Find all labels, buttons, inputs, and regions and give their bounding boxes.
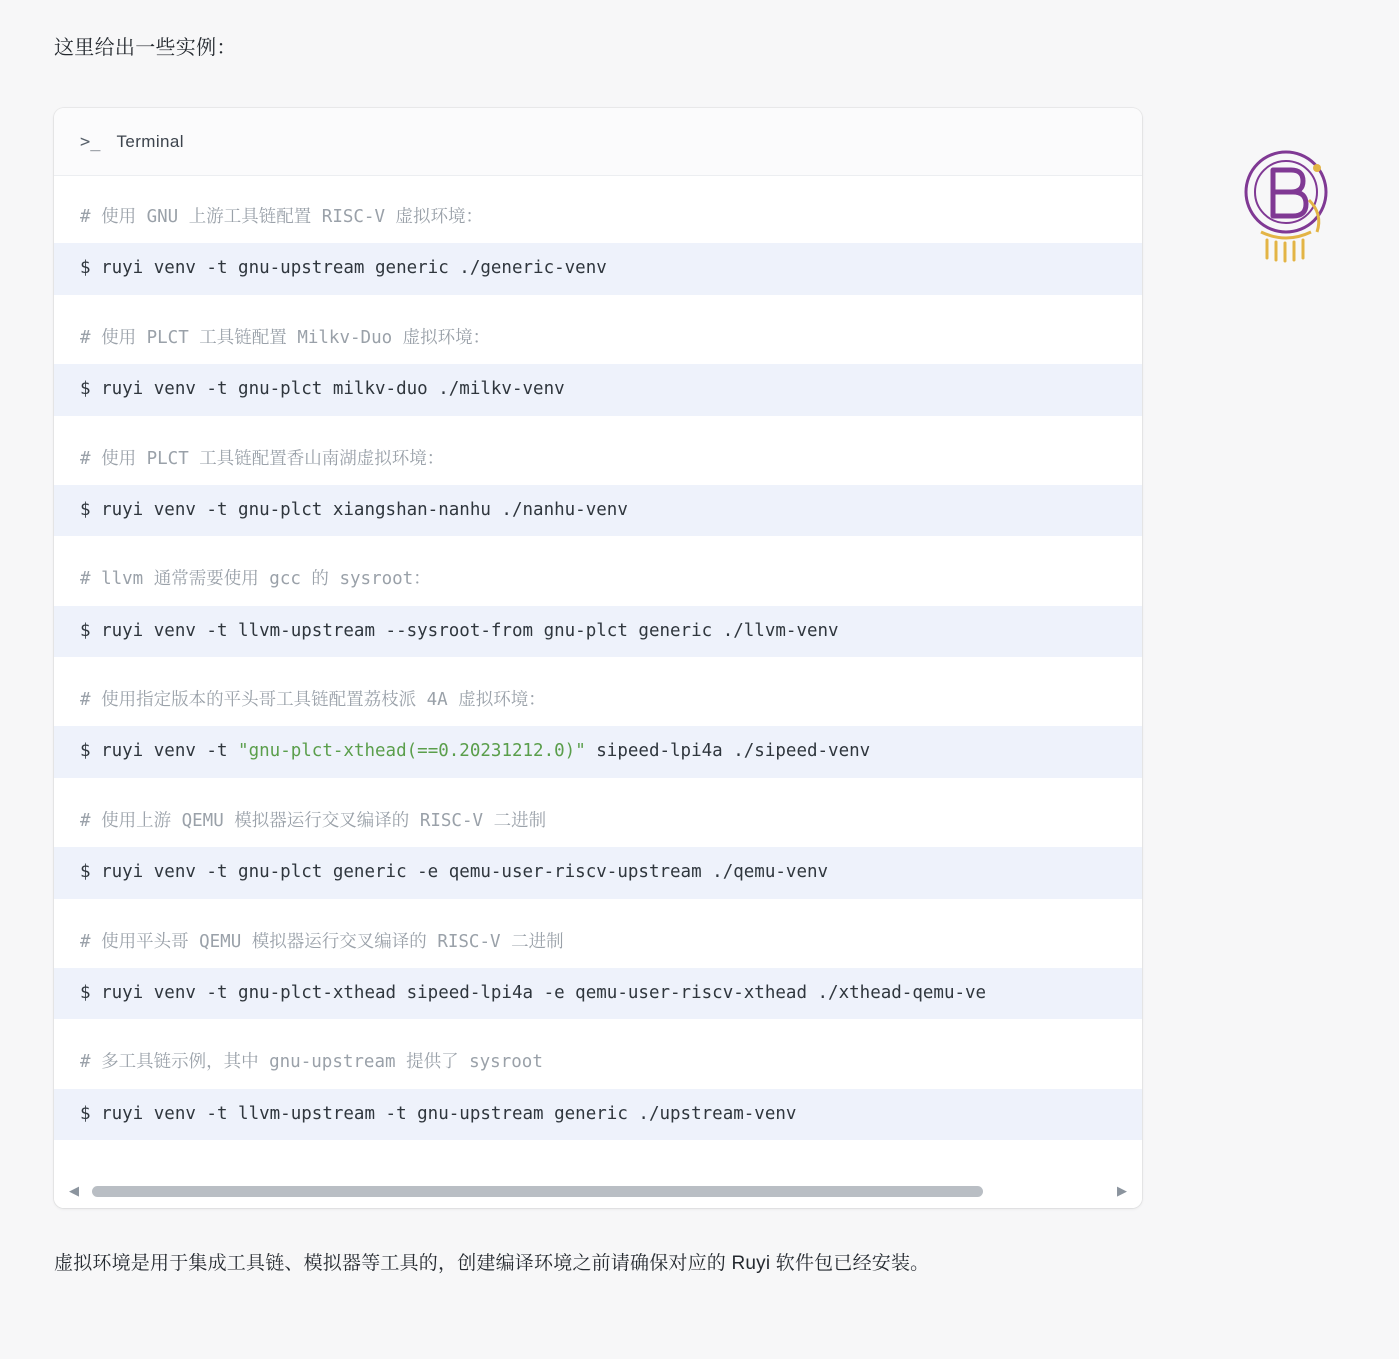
terminal-code-block [54, 108, 1142, 1208]
outro-paragraph: 虚拟环境是用于集成工具链、模拟器等工具的，创建编译环境之前请确保对应的 Ruyi 软件包已经安装。 [54, 1253, 930, 1274]
code-comment-line: # llvm 通常需要使用 gcc 的 sysroot： [54, 554, 1142, 605]
code-spacer [54, 778, 1142, 796]
ruyi-logo-icon [1231, 140, 1341, 270]
code-spacer [54, 416, 1142, 434]
code-command-line: $ ruyi venv -t gnu-plct-xthead sipeed-lpi4a -e qemu-user-riscv-xthead ./xthead-qemu-ve [54, 968, 1142, 1019]
intro-paragraph: 这里给出一些实例： [54, 37, 237, 59]
terminal-body [54, 176, 1142, 1174]
code-command-line: $ ruyi venv -t gnu-plct xiangshan-nanhu ./nanhu-venv [54, 485, 1142, 536]
command-suffix: sipeed-lpi4a ./sipeed-venv [585, 741, 871, 762]
code-spacer [54, 657, 1142, 675]
code-command-line: $ ruyi venv -t llvm-upstream --sysroot-from gnu-plct generic ./llvm-venv [54, 606, 1142, 657]
code-spacer [54, 536, 1142, 554]
code-command-line: $ ruyi venv -t gnu-plct milkv-duo ./milkv-venv [54, 364, 1142, 415]
terminal-title: Terminal [116, 131, 184, 151]
code-comment-line: # 使用平头哥 QEMU 模拟器运行交叉编译的 RISC-V 二进制 [54, 917, 1142, 968]
command-quoted-token: "gnu-plct-xthead(==0.20231212.0)" [238, 741, 586, 762]
terminal-top-gap [54, 176, 1142, 192]
scroll-left-arrow-icon[interactable]: ◀ [69, 1183, 79, 1198]
scroll-right-arrow-icon[interactable]: ▶ [1117, 1183, 1127, 1198]
code-comment-line: # 多工具链示例，其中 gnu-upstream 提供了 sysroot [54, 1037, 1142, 1088]
horizontal-scrollbar[interactable] [54, 1174, 1142, 1208]
code-comment-line: # 使用指定版本的平头哥工具链配置荔枝派 4A 虚拟环境： [54, 675, 1142, 726]
terminal-header [54, 108, 1142, 176]
code-command-line: $ ruyi venv -t gnu-plct generic -e qemu-user-riscv-upstream ./qemu-venv [54, 847, 1142, 898]
command-prefix: $ ruyi venv -t [80, 741, 239, 762]
scrollbar-thumb[interactable] [92, 1186, 983, 1197]
terminal-prompt-icon: >_ [80, 131, 101, 152]
code-comment-line: # 使用上游 QEMU 模拟器运行交叉编译的 RISC-V 二进制 [54, 796, 1142, 847]
code-spacer [54, 295, 1142, 313]
terminal-bottom-gap [54, 1140, 1142, 1174]
scrollbar-track[interactable] [92, 1186, 1104, 1197]
code-comment-line: # 使用 PLCT 工具链配置香山南湖虚拟环境： [54, 434, 1142, 485]
code-comment-line: # 使用 GNU 上游工具链配置 RISC-V 虚拟环境： [54, 192, 1142, 243]
code-command-line-quoted [54, 726, 1142, 777]
code-command-line: $ ruyi venv -t gnu-upstream generic ./generic-venv [54, 243, 1142, 294]
code-command-line: $ ruyi venv -t llvm-upstream -t gnu-upstream generic ./upstream-venv [54, 1089, 1142, 1140]
code-spacer [54, 899, 1142, 917]
code-comment-line: # 使用 PLCT 工具链配置 Milkv-Duo 虚拟环境： [54, 313, 1142, 364]
code-spacer [54, 1019, 1142, 1037]
